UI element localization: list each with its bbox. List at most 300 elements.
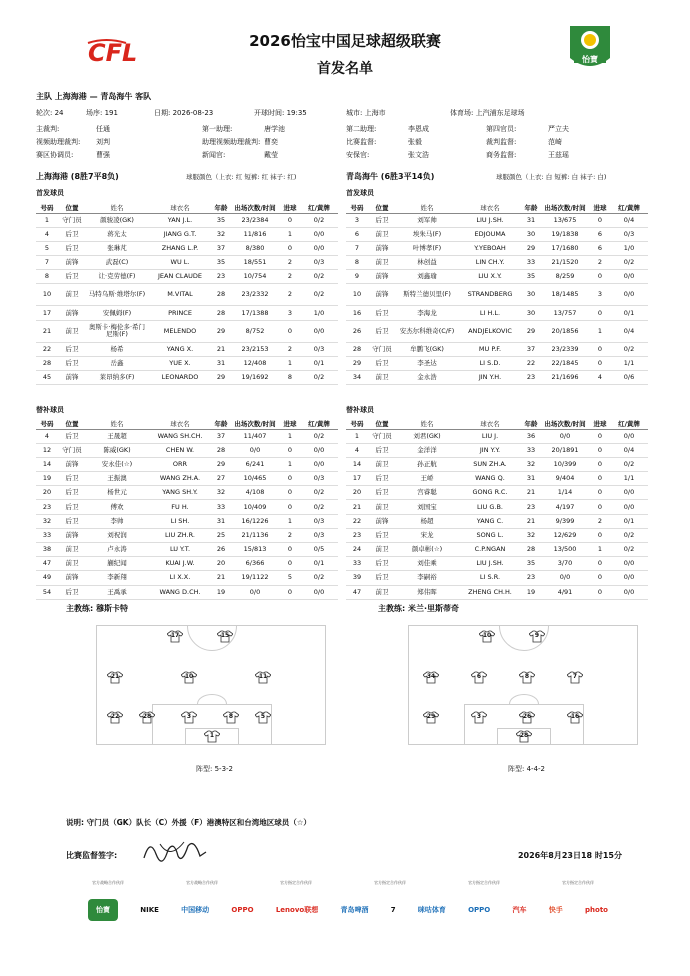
column-header: 球衣名 — [148, 203, 212, 213]
player-shirt-icon — [423, 711, 439, 724]
column-header: 进球 — [590, 419, 610, 429]
player-shirt-icon — [223, 711, 239, 724]
column-header: 出场次数/时间 — [540, 419, 590, 429]
info-field — [346, 150, 429, 160]
legend-note: 说明: 守门员（GK）队长（C）外援（F）港澳特区和台湾地区球员（☆） — [66, 818, 311, 827]
table-row — [346, 457, 648, 471]
table-cell: M.VITAL — [148, 284, 212, 306]
table-cell: 李帅 — [86, 514, 148, 528]
shirt-number: 11 — [258, 673, 268, 680]
sponsor-logo: OPPO — [468, 906, 491, 914]
table-cell: LIU X.Y. — [458, 270, 522, 284]
table-cell: 17 — [36, 306, 58, 320]
player-shirt-icon — [181, 711, 197, 724]
partner-label: 官方指定合作伙伴 — [468, 880, 500, 885]
table-cell: 0/0 — [300, 585, 338, 599]
table-cell: 后卫 — [58, 514, 86, 528]
table-cell: FU H. — [148, 500, 212, 514]
table-cell: 郑伟晖 — [396, 585, 458, 599]
table-cell: 前锋 — [58, 256, 86, 270]
table-cell: 0/4 — [610, 213, 648, 227]
table-cell: PRINCE — [148, 306, 212, 320]
info-value: 曹强 — [96, 151, 110, 159]
table-cell: WANG ZH.A. — [148, 472, 212, 486]
table-cell: 0/1 — [300, 356, 338, 370]
table-cell: 0 — [590, 356, 610, 370]
table-cell: 0 — [590, 472, 610, 486]
table-cell: 17/1388 — [230, 306, 280, 320]
table-cell: 埃朱马(F) — [396, 227, 458, 241]
table-cell: 31 — [212, 356, 230, 370]
info-value: 2026-08-23 — [170, 109, 214, 117]
sponsor-logo: photo — [585, 906, 608, 914]
table-cell: 0/2 — [300, 213, 338, 227]
table-cell: 2 — [590, 514, 610, 528]
table-cell: 前锋 — [368, 270, 396, 284]
column-header: 球衣名 — [458, 203, 522, 213]
column-header: 姓名 — [86, 419, 148, 429]
table-cell: 1/0 — [610, 241, 648, 255]
table-cell: WANG SH.CH. — [148, 429, 212, 443]
player-shirt-icon — [139, 711, 155, 724]
table-cell: 0/3 — [300, 256, 338, 270]
table-cell: 后卫 — [58, 585, 86, 599]
player-shirt-icon — [217, 630, 233, 643]
table-cell: 30 — [522, 227, 540, 241]
column-header: 号码 — [36, 419, 58, 429]
table-cell: 0/1 — [300, 557, 338, 571]
table-cell: 前锋 — [58, 306, 86, 320]
table-cell: 后卫 — [368, 571, 396, 585]
home-starters-table — [36, 203, 338, 385]
table-cell: 1 — [280, 227, 300, 241]
column-header: 红/黄牌 — [300, 419, 338, 429]
table-cell: 36 — [522, 429, 540, 443]
table-cell: LIU J.SH. — [458, 213, 522, 227]
table-row — [346, 213, 648, 227]
table-cell: LI H.L. — [458, 306, 522, 320]
sheet-title: 首发名单 — [317, 61, 373, 77]
table-cell: ORR — [148, 457, 212, 471]
away-team-name: 青岛海牛 (6胜3平14负) — [346, 172, 435, 181]
table-row — [36, 571, 338, 585]
table-cell: 前锋 — [58, 457, 86, 471]
svg-text:CFL: CFL — [88, 39, 138, 67]
info-label: 第二助理: — [346, 125, 377, 133]
table-cell: 后卫 — [368, 486, 396, 500]
table-cell: 20 — [346, 486, 368, 500]
table-cell: YANG C. — [458, 514, 522, 528]
shirt-number: 9 — [534, 632, 540, 639]
table-cell: 0/0 — [300, 227, 338, 241]
sponsor-logo: 7 — [390, 906, 396, 914]
table-cell: Y.YEBOAH — [458, 241, 522, 255]
sponsor-logo: 中国移动 — [181, 906, 210, 914]
table-cell: 0 — [590, 306, 610, 320]
table-cell: 0/0 — [300, 443, 338, 457]
column-header: 年龄 — [522, 419, 540, 429]
table-cell: 0/4 — [610, 443, 648, 457]
table-row — [36, 306, 338, 320]
info-field — [346, 124, 429, 134]
shirt-number: 29 — [426, 713, 436, 720]
table-cell: 后卫 — [58, 486, 86, 500]
table-cell: 31 — [522, 472, 540, 486]
column-header: 球衣名 — [148, 419, 212, 429]
table-cell: 后卫 — [368, 528, 396, 542]
table-cell: 21 — [522, 514, 540, 528]
table-cell: 前卫 — [368, 585, 396, 599]
info-label: 商务监督: — [486, 151, 517, 159]
column-header: 进球 — [590, 203, 610, 213]
table-cell: 47 — [346, 585, 368, 599]
table-cell: 0/1 — [610, 514, 648, 528]
table-cell: 后卫 — [58, 342, 86, 356]
table-cell: 5 — [280, 571, 300, 585]
table-cell: 0 — [590, 571, 610, 585]
info-label: 体育场: — [450, 109, 474, 117]
table-cell: 0 — [280, 557, 300, 571]
table-cell: 1/14 — [540, 486, 590, 500]
table-cell: 4/197 — [540, 500, 590, 514]
column-header: 姓名 — [396, 419, 458, 429]
info-label: 城市: — [346, 109, 363, 117]
table-cell: 49 — [36, 571, 58, 585]
table-cell: 1/0 — [300, 306, 338, 320]
table-cell: 1 — [280, 514, 300, 528]
table-cell: 29 — [212, 320, 230, 342]
table-cell: 9/399 — [540, 514, 590, 528]
player-shirt-icon — [471, 671, 487, 684]
table-cell: 陈威(GK) — [86, 443, 148, 457]
table-cell: 0 — [280, 241, 300, 255]
table-cell: 0 — [590, 557, 610, 571]
info-field — [486, 137, 562, 147]
table-row — [36, 342, 338, 356]
table-cell: 武磊(C) — [86, 256, 148, 270]
player-shirt-icon — [255, 711, 271, 724]
table-cell: 颜卓彬(☆) — [396, 543, 458, 557]
table-cell: 1 — [590, 543, 610, 557]
table-cell: 蒋光太 — [86, 227, 148, 241]
table-cell: 27 — [212, 472, 230, 486]
table-cell: 22 — [36, 342, 58, 356]
away-formation: 阵型: 4-4-2 — [508, 765, 545, 773]
table-cell: 0 — [590, 585, 610, 599]
shirt-number: 5 — [260, 713, 266, 720]
table-cell: 20 — [36, 486, 58, 500]
column-header: 号码 — [346, 203, 368, 213]
shirt-number: 6 — [476, 673, 482, 680]
table-cell: 0/0 — [610, 429, 648, 443]
table-cell: 16 — [346, 306, 368, 320]
info-value: 24 — [52, 109, 64, 117]
table-cell: 14 — [36, 457, 58, 471]
table-cell: 李圣达 — [396, 356, 458, 370]
info-value: 李恩成 — [408, 125, 429, 133]
table-cell: 28 — [36, 356, 58, 370]
table-cell: 8 — [280, 371, 300, 385]
table-cell: 0/2 — [610, 543, 648, 557]
table-cell: 31 — [212, 514, 230, 528]
table-cell: LIU J. — [458, 429, 522, 443]
table-cell: 斯特兰德贝里(F) — [396, 284, 458, 306]
table-cell: 后卫 — [58, 227, 86, 241]
table-cell: 12/629 — [540, 528, 590, 542]
info-field — [154, 108, 213, 118]
table-cell: 前卫 — [368, 543, 396, 557]
table-cell: 王峤 — [396, 472, 458, 486]
shirt-number: 1 — [209, 732, 215, 739]
table-cell: 21 — [212, 571, 230, 585]
table-row — [36, 429, 338, 443]
table-cell: STRANDBERG — [458, 284, 522, 306]
player-shirt-icon — [204, 730, 220, 743]
table-cell: 0/3 — [300, 528, 338, 542]
table-cell: 7 — [346, 241, 368, 255]
home-coach — [66, 603, 128, 614]
table-cell: 6 — [590, 227, 610, 241]
table-cell: 19/1692 — [230, 371, 280, 385]
table-cell: 1 — [590, 320, 610, 342]
table-cell: 17/1680 — [540, 241, 590, 255]
table-cell: 1 — [280, 356, 300, 370]
table-cell: 前卫 — [368, 500, 396, 514]
table-cell: 30 — [522, 306, 540, 320]
table-cell: 11/816 — [230, 227, 280, 241]
table-cell: 0 — [280, 472, 300, 486]
table-cell: 4 — [346, 443, 368, 457]
sponsor-logo: 怡寶 — [88, 899, 118, 921]
table-cell: 0/0 — [230, 585, 280, 599]
table-cell: 8/752 — [230, 320, 280, 342]
table-cell: 让·克劳德(F) — [86, 270, 148, 284]
info-field — [36, 108, 64, 118]
info-label: 第四官员: — [486, 125, 517, 133]
table-cell: 6 — [346, 227, 368, 241]
home-team-name: 上海海港 (8胜7平8负) — [36, 172, 119, 181]
table-cell: 杨希 — [86, 342, 148, 356]
table-cell: 守门员 — [368, 429, 396, 443]
info-field — [202, 137, 278, 147]
table-cell: 后卫 — [368, 472, 396, 486]
table-cell: 21 — [346, 500, 368, 514]
table-cell: 19/1838 — [540, 227, 590, 241]
info-label: 日期: — [154, 109, 171, 117]
table-row — [346, 443, 648, 457]
table-cell: 4 — [36, 227, 58, 241]
info-value: 戴莹 — [264, 151, 278, 159]
shirt-number: 34 — [426, 673, 436, 680]
table-row — [36, 227, 338, 241]
table-cell: 1 — [346, 429, 368, 443]
table-cell: 宋龙 — [396, 528, 458, 542]
table-cell: 7 — [36, 256, 58, 270]
table-cell: 23 — [522, 500, 540, 514]
table-cell: 前卫 — [58, 320, 86, 342]
table-cell: 6 — [590, 241, 610, 255]
table-cell: 3 — [346, 213, 368, 227]
table-cell: 34 — [346, 371, 368, 385]
table-cell: 守门员 — [368, 342, 396, 356]
table-cell: MU P.F. — [458, 342, 522, 356]
table-row — [346, 256, 648, 270]
table-cell: 1/1 — [610, 356, 648, 370]
table-cell: 孙正航 — [396, 457, 458, 471]
table-cell: 5 — [36, 241, 58, 255]
player-shirt-icon — [479, 630, 495, 643]
column-header: 位置 — [368, 419, 396, 429]
table-cell: 33 — [522, 256, 540, 270]
table-cell: 傅欢 — [86, 500, 148, 514]
shirt-number: 8 — [524, 673, 530, 680]
table-cell: 0/2 — [610, 256, 648, 270]
table-cell: 0/3 — [300, 342, 338, 356]
table-cell: 32 — [522, 457, 540, 471]
table-cell: 35 — [522, 557, 540, 571]
table-cell: 刘鑫瑜 — [396, 270, 458, 284]
table-cell: 10 — [36, 284, 58, 306]
sponsor-logo: OPPO — [231, 906, 254, 914]
table-cell: 21 — [36, 320, 58, 342]
table-cell: 12 — [36, 443, 58, 457]
table-cell: 45 — [36, 371, 58, 385]
table-cell: WU L. — [148, 256, 212, 270]
info-value: 张文浩 — [408, 151, 429, 159]
home-formation-pitch — [96, 625, 326, 745]
table-cell: 0/5 — [300, 543, 338, 557]
column-header: 位置 — [58, 203, 86, 213]
table-row — [36, 284, 338, 306]
table-cell: 0 — [280, 213, 300, 227]
table-cell: 后卫 — [368, 320, 396, 342]
table-cell: 安永佳(☆) — [86, 457, 148, 471]
away-subs-table — [346, 419, 648, 600]
home-coach-name: 穆斯卡特 — [96, 604, 128, 613]
table-cell: 39 — [346, 571, 368, 585]
table-row — [346, 306, 648, 320]
table-row — [346, 320, 648, 342]
table-cell: 后卫 — [58, 270, 86, 284]
info-value: 张毅 — [408, 138, 422, 146]
table-cell: 前锋 — [58, 571, 86, 585]
table-cell: 0/2 — [300, 486, 338, 500]
table-cell: JIN Y.Y. — [458, 443, 522, 457]
table-cell: 23 — [36, 500, 58, 514]
table-cell: LIU G.B. — [458, 500, 522, 514]
info-value: 唐学池 — [264, 125, 285, 133]
table-cell: 21/1696 — [540, 371, 590, 385]
info-field — [346, 137, 422, 147]
column-header: 红/黄牌 — [610, 419, 648, 429]
player-shirt-icon — [423, 671, 439, 684]
table-row — [36, 457, 338, 471]
table-row — [346, 486, 648, 500]
table-cell: YANG X. — [148, 342, 212, 356]
player-shirt-icon — [519, 711, 535, 724]
table-row — [36, 500, 338, 514]
table-cell: 21 — [522, 486, 540, 500]
table-cell: 0/0 — [610, 557, 648, 571]
table-cell: 13/675 — [540, 213, 590, 227]
table-cell: 1 — [36, 213, 58, 227]
info-value: 范崎 — [548, 138, 562, 146]
info-label: 新闻官: — [202, 151, 226, 159]
table-row — [346, 472, 648, 486]
table-row — [36, 371, 338, 385]
table-cell: EDJOUMA — [458, 227, 522, 241]
table-row — [36, 241, 338, 255]
table-cell: 2 — [280, 256, 300, 270]
signature-label: 比赛监督签字: — [66, 851, 118, 860]
table-cell: 1/1 — [610, 472, 648, 486]
info-field — [346, 108, 386, 118]
table-cell: LIN CH.Y. — [458, 256, 522, 270]
table-cell: 前锋 — [58, 371, 86, 385]
table-cell: 23/2153 — [230, 342, 280, 356]
table-cell: LU Y.T. — [148, 543, 212, 557]
player-shirt-icon — [181, 671, 197, 684]
away-starters-label: 首发球员 — [346, 189, 374, 197]
table-cell: 0/6 — [610, 371, 648, 385]
home-subs-table — [36, 419, 338, 600]
table-cell: 35 — [522, 270, 540, 284]
table-cell: 前卫 — [58, 284, 86, 306]
table-cell: 47 — [36, 557, 58, 571]
table-cell: 0/3 — [300, 514, 338, 528]
table-cell: 杨超 — [396, 514, 458, 528]
table-cell: 前卫 — [368, 256, 396, 270]
table-cell: 10/399 — [540, 457, 590, 471]
table-cell: 26 — [212, 543, 230, 557]
table-cell: 0/2 — [300, 571, 338, 585]
table-cell: 10/754 — [230, 270, 280, 284]
table-cell: 前锋 — [368, 284, 396, 306]
table-row — [36, 514, 338, 528]
table-cell: 刘佳乘 — [396, 557, 458, 571]
shirt-number: 8 — [228, 713, 234, 720]
table-cell: 21/1136 — [230, 528, 280, 542]
info-field — [36, 137, 110, 147]
info-value: 王兹瑶 — [548, 151, 569, 159]
table-cell: 0/0 — [610, 571, 648, 585]
table-cell: LEONARDO — [148, 371, 212, 385]
table-cell: 29 — [522, 320, 540, 342]
table-row — [36, 486, 338, 500]
table-cell: 2 — [280, 342, 300, 356]
table-cell: JEAN CLAUDE — [148, 270, 212, 284]
table-cell: 14 — [346, 457, 368, 471]
home-coach-label: 主教练: — [66, 604, 94, 613]
info-value: 上汽浦东足球场 — [473, 109, 525, 117]
table-cell: 1 — [280, 457, 300, 471]
table-row — [36, 585, 338, 599]
shirt-number: 10 — [184, 673, 194, 680]
info-field — [202, 150, 278, 160]
table-cell: 28 — [522, 543, 540, 557]
table-cell: 0/0 — [540, 571, 590, 585]
table-cell: 守门员 — [58, 213, 86, 227]
shirt-number: 22 — [110, 713, 120, 720]
home-kit-colors: 球服颜色（上衣: 红 短裤: 红 袜子: 红) — [186, 173, 297, 181]
table-cell: 王晟超 — [86, 429, 148, 443]
table-cell: 前锋 — [368, 514, 396, 528]
table-cell: 9 — [346, 270, 368, 284]
info-value: 191 — [102, 109, 118, 117]
table-row — [346, 284, 648, 306]
table-cell: 0/2 — [300, 284, 338, 306]
table-cell: 颜骏凌(GK) — [86, 213, 148, 227]
